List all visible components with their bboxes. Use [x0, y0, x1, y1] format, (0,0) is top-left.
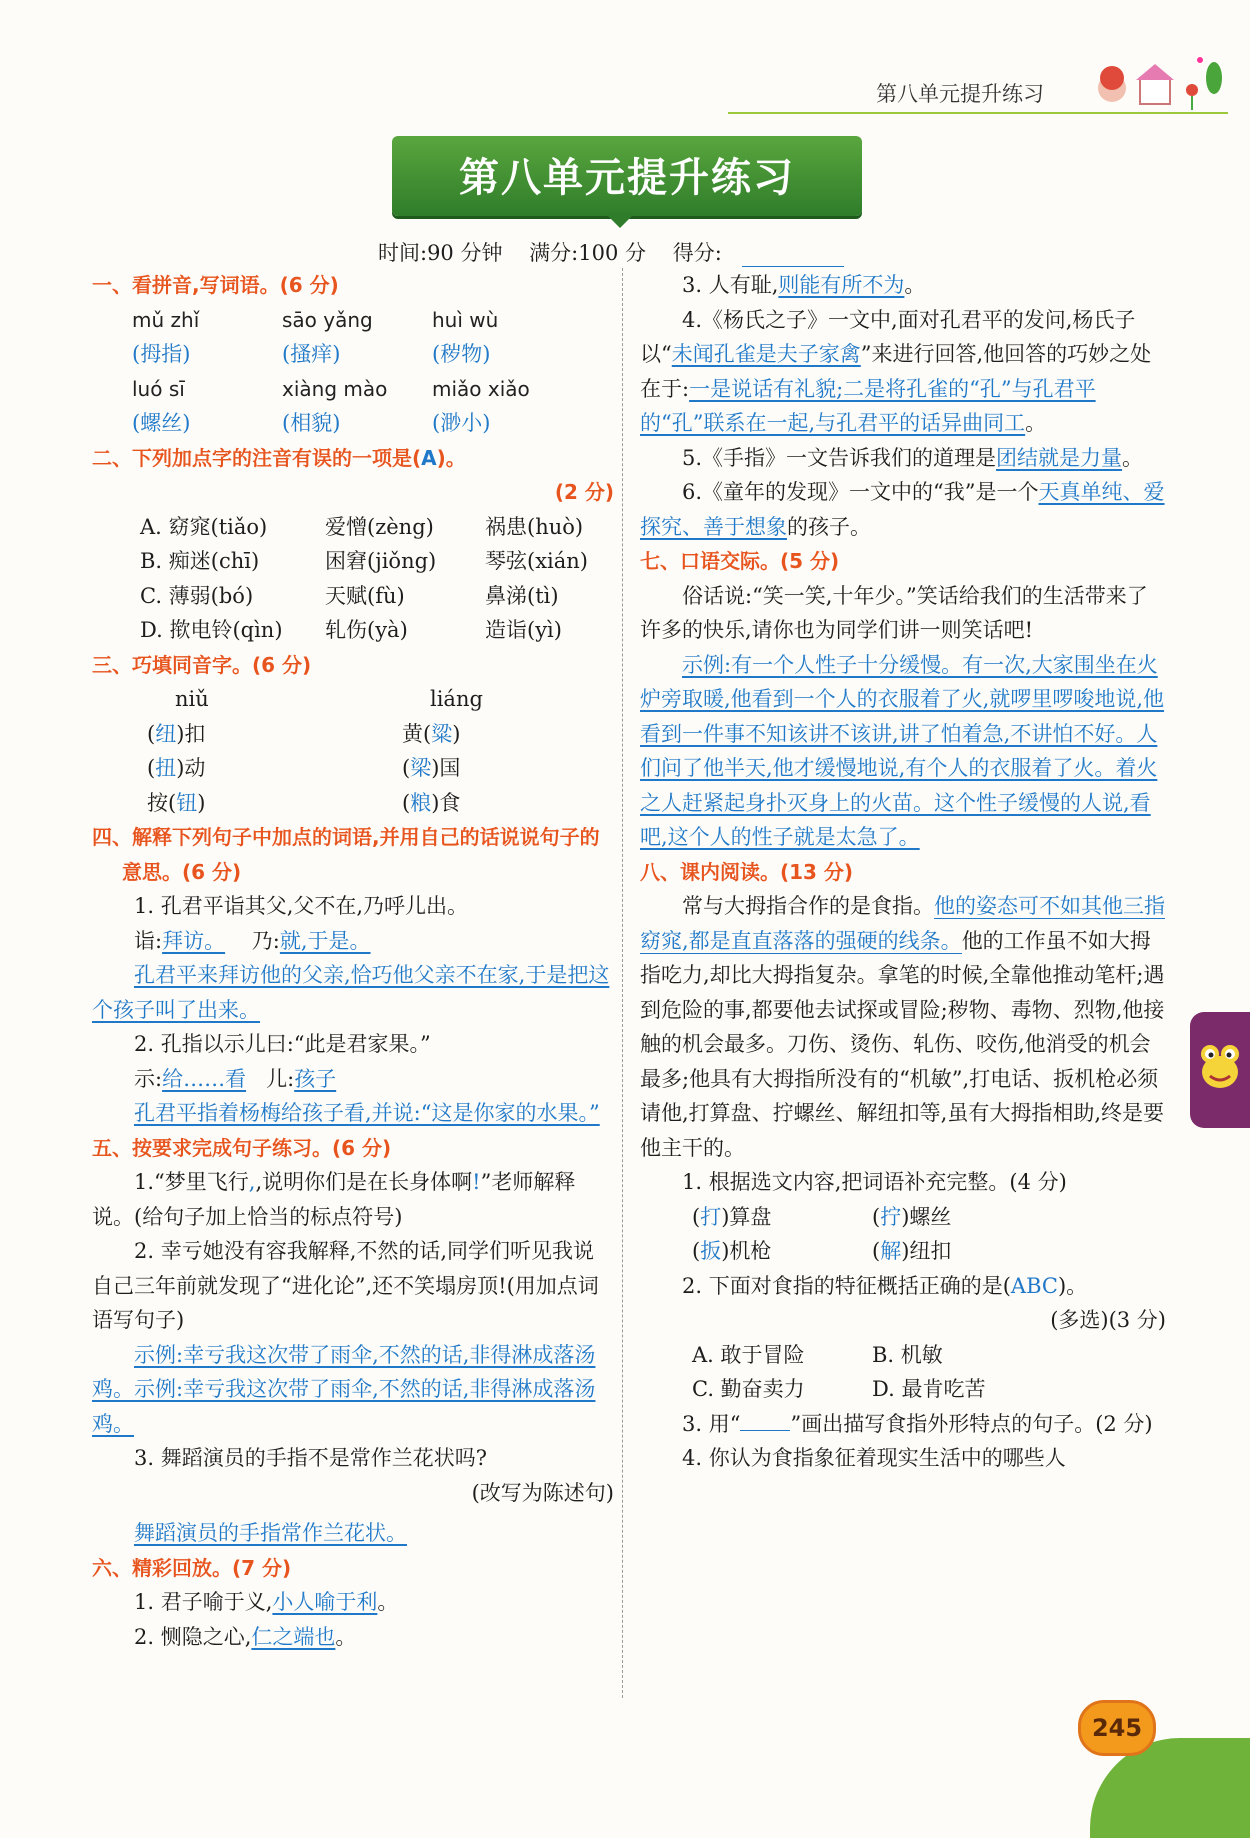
choice-row — [640, 1372, 1166, 1407]
question: 4. 你认为食指象征着现实生活中的哪些人 — [682, 1446, 1066, 1470]
homophone-item: 按(钮) — [147, 790, 206, 815]
header-rule — [728, 112, 1228, 114]
question: 2. 恻隐之心,仁之端也。 — [134, 1624, 357, 1649]
page-number: 245 — [1078, 1700, 1156, 1756]
pinyin-row-2 — [92, 372, 614, 407]
score-blank[interactable] — [742, 266, 844, 267]
question: 3. 舞蹈演员的手指不是常作兰花状吗? — [134, 1446, 487, 1470]
column-divider — [622, 268, 623, 1698]
underline-sample — [740, 1409, 790, 1431]
homophone-item: (粮)食 — [402, 790, 461, 815]
question: 2. 孔指以示儿曰:“此是君家果。” — [134, 1032, 431, 1056]
choice: C. 勤奋卖力 — [692, 1377, 805, 1401]
homophone-item: (梁)国 — [402, 756, 461, 780]
question: 2. 下面对食指的特征概括正确的是(ABC)。 — [682, 1273, 1088, 1298]
pinyin: sāo yǎng — [282, 307, 373, 332]
heading-text: )。 — [436, 445, 466, 470]
title-banner-tip — [606, 214, 634, 228]
answer: 舞蹈演员的手指常作兰花状。 — [134, 1521, 407, 1545]
section-2-heading — [92, 441, 614, 476]
answer: 示例:有一个人性子十分缓慢。有一次,大家围坐在火炉旁取暖,他看到一个人的衣服着了火,就啰里啰唆地说,他看到一件事不知该讲不该讲,讲了怕着急,不讲怕不好。人们问了他半天,他才缓慢地说,有个人的衣服着了火。着火之人赶紧起身扑灭身上的火苗。这个性子缓慢的人说,看吧,这个人的性子就是太急了。 — [640, 652, 1165, 849]
option: 爱憎(zèng) — [325, 514, 434, 539]
answer: (相貌) — [282, 411, 341, 435]
option-row — [92, 544, 614, 579]
heading-text: 二、下列加点字的注音有误的一项是( — [92, 445, 422, 470]
answer-row-2 — [92, 406, 614, 441]
fill-item: (打)算盘 — [692, 1204, 772, 1229]
homophone-item: (纽)扣 — [147, 721, 206, 746]
choice: A. 敢于冒险 — [692, 1342, 805, 1367]
fill-row — [640, 1234, 1166, 1269]
choice-row — [640, 1338, 1166, 1373]
left-column — [92, 268, 614, 1654]
section-8-heading: 八、课内阅读。(13 分) — [640, 859, 854, 884]
fill-item: (扳)机枪 — [692, 1239, 772, 1263]
question: 4.《杨氏之子》一文中,面对孔君平的发问,杨氏子以“未闻孔雀是夫子家禽”来进行回答,他回答的巧妙之处在于:一是说话有礼貌;二是将孔雀的“孔”与孔君平的“孔”联系在一起,与孔君平的话异曲同工。 — [640, 307, 1152, 435]
option: A. 窈窕(tiǎo) — [140, 514, 268, 539]
homophone-item: 黄(粱) — [402, 721, 461, 746]
question: 1. 孔君平诣其父,父不在,乃呼儿出。 — [134, 894, 469, 918]
pinyin: xiàng mào — [282, 376, 388, 401]
section-2-score: (2 分) — [554, 480, 614, 504]
question: 6.《童年的发现》一文中的“我”是一个天真单纯、爱探究、善于想象的孩子。 — [640, 480, 1165, 539]
answer: (螺丝) — [132, 411, 191, 435]
homophone-row — [92, 717, 614, 752]
section-6-heading: 六、精彩回放。(7 分) — [92, 1555, 292, 1580]
reading-passage: 常与大拇指合作的是食指。他的姿态可不如其他三指窈窕,都是直直落落的强硬的线条。他的工作虽不如大拇指吃力,却比大拇指复杂。拿笔的时候,全靠他推动笔杆;遇到危险的事,都要他去试探或冒险;秽物、毒物、烈物,他接触的机会最多。刀伤、烫伤、轧伤、咬伤,他消受的机会最多;他具有大拇指所没有的“机敏”,打电话、扳机枪必须请他,打算盘、拧螺丝、解纽扣等,虽有大拇指相助,终是要他主干的。 — [640, 894, 1165, 1160]
answer: 孔君平指着杨梅给孩子看,并说:“这是你家的水果。” — [134, 1101, 600, 1125]
section-3-heading: 三、巧填同音字。(6 分) — [92, 652, 312, 677]
option-row — [92, 613, 614, 648]
choice: B. 机敏 — [872, 1342, 943, 1367]
option: D. 揿电铃(qìn) — [140, 618, 283, 642]
pinyin: luó sī — [132, 376, 185, 401]
pinyin-row-1 — [92, 303, 614, 338]
option: C. 薄弱(bó) — [140, 583, 254, 608]
option: B. 痴迷(chī) — [140, 549, 260, 573]
requirement: (改写为陈述句) — [471, 1480, 614, 1505]
pinyin: niǔ — [175, 687, 209, 711]
question: 1. 君子喻于义,小人喻于利。 — [134, 1590, 399, 1614]
option: 天赋(fù) — [325, 583, 405, 608]
answer: 示例:幸亏我这次带了雨伞,不然的话,非得淋成落汤鸡。示例:幸亏我这次带了雨伞,不然的话,非得淋成落汤鸡。 — [92, 1342, 596, 1436]
answer-row-1 — [92, 337, 614, 372]
question: 5.《手指》一文告诉我们的道理是团结就是力量。 — [682, 445, 1144, 470]
fill-item: (拧)螺丝 — [872, 1204, 952, 1229]
section-4-heading: 四、解释下列句子中加点的词语,并用自己的话说说句子的意思。(6 分) — [92, 825, 600, 884]
answer: 孔君平来拜访他的父亲,恰巧他父亲不在家,于是把这个孩子叫了出来。 — [92, 963, 610, 1022]
page-title: 第八单元提升练习 — [459, 155, 795, 201]
frog-icon — [1196, 1036, 1244, 1096]
option: 琴弦(xián) — [485, 549, 588, 573]
question-score: (多选)(3 分) — [1050, 1308, 1166, 1332]
homophone-row — [92, 786, 614, 821]
homophone-item: (扭)动 — [147, 756, 206, 780]
question: 1.“梦里飞行,,说明你们是在长身体啊!”老师解释说。(给句子加上恰当的标点符号) — [92, 1170, 576, 1229]
option-row — [92, 579, 614, 614]
time-label: 时间:90 分钟 — [378, 241, 503, 265]
section-5-heading: 五、按要求完成句子练习。(6 分) — [92, 1135, 392, 1160]
running-header: 第八单元提升练习 — [876, 82, 1044, 106]
option-row — [92, 510, 614, 545]
choice: D. 最肯吃苦 — [872, 1377, 986, 1401]
pinyin: miǎo xiǎo — [432, 376, 530, 401]
cartoon-decoration-icon — [1088, 50, 1228, 112]
prompt: 俗话说:“笑一笑,十年少。”笑话给我们的生活带来了许多的快乐,请你也为同学们讲一则笑话吧! — [640, 583, 1148, 642]
pinyin: mǔ zhǐ — [132, 307, 200, 332]
answer: A — [421, 445, 437, 470]
option: 困窘(jiǒng) — [325, 549, 437, 573]
fill-item: (解)纽扣 — [872, 1239, 952, 1263]
exam-meta — [378, 237, 844, 267]
section-7-heading: 七、口语交际。(5 分) — [640, 549, 840, 573]
word-explanations: 示:给……看 儿:孩子 — [134, 1066, 337, 1091]
right-column — [640, 268, 1166, 1476]
option: 祸患(huò) — [485, 514, 584, 539]
homophone-row — [92, 751, 614, 786]
answer: (渺小) — [432, 411, 491, 435]
pinyin: liáng — [430, 687, 483, 711]
option: 轧伤(yà) — [325, 618, 408, 642]
full-score-label: 满分:100 分 — [529, 241, 647, 265]
homophone-pinyin-row — [92, 682, 614, 717]
option: 鼻涕(tì) — [485, 583, 559, 608]
score-label: 得分: — [672, 241, 722, 265]
option: 造诣(yì) — [485, 618, 562, 642]
word-explanations: 诣:拜访。 乃:就,于是。 — [134, 928, 371, 953]
section-1-heading: 一、看拼音,写词语。(6 分) — [92, 273, 339, 297]
question: 3. 人有耻,则能有所不为。 — [682, 273, 926, 297]
pinyin: huì wù — [432, 307, 499, 332]
question: 3. 用“ ”画出描写食指外形特点的句子。(2 分) — [640, 1407, 1166, 1442]
answer: (秽物) — [432, 342, 491, 366]
answer: (拇指) — [132, 342, 191, 366]
question: 1. 根据选文内容,把词语补充完整。(4 分) — [682, 1170, 1067, 1194]
fill-row — [640, 1200, 1166, 1235]
answer: (搔痒) — [282, 342, 341, 366]
question: 2. 幸亏她没有容我解释,不然的话,同学们听见我说自己三年前就发现了“进化论”,还不笑塌房顶!(用加点词语写句子) — [92, 1239, 599, 1332]
